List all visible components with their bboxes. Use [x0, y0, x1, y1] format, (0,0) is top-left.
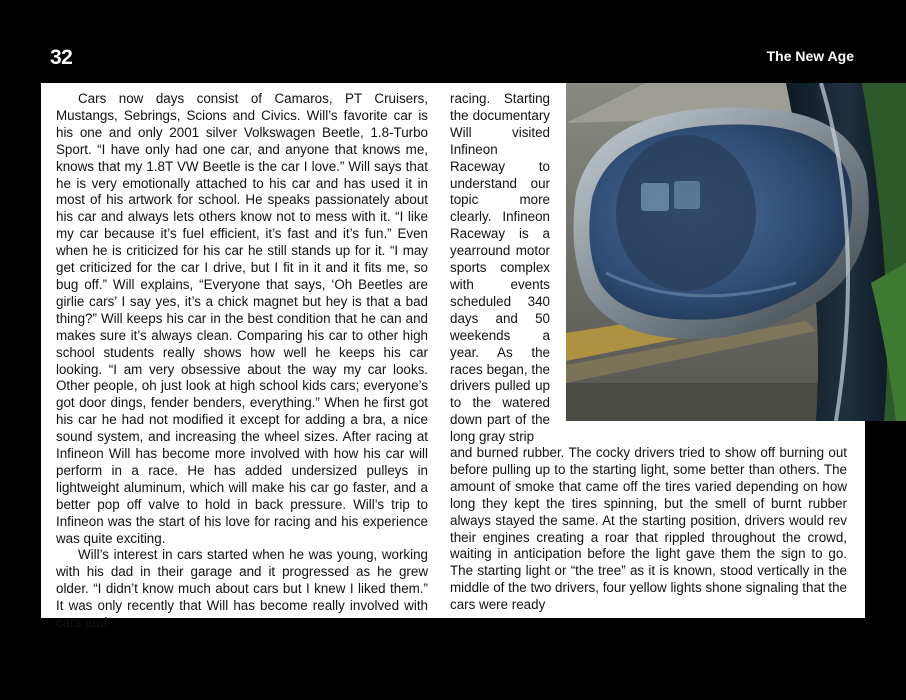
- article-paragraph: Cars now days consist of Camaros, PT Cruisers, Mustangs, Sebrings, Scions and Civics. Will’s favorite car is his one and only 2001 silver Volkswagen Beetle, 1.8-Turbo Sport. “I have only had one car, and anyone that knows me, knows that my 1.8T VW Beetle is the car I love.” Will says that he is very emotionally attached to his car and has used it in most of his artwork for school. He speaks passionately about his car and always lets others know not to mess with it. “I like my car because it’s fuel efficient, it’s fast and it’s fun.” Even when he is criticized for his car he still stands up for it. “I may get criticized for the car I drive, but I fit in it and it fits me, so bug off.” Will explains, “Everyone that says, ‘Oh Beetles are girlie cars’ I say yes, it’s a chick magnet but hey is that a bad thing?” Will keeps his car in the best condition that he can and makes sure it’s always clean. Comparing his car to other high school students really shows how well he keeps his car looking. “I am very obsessive about the way my car looks. Other people, oh just look at high school kids cars; everyone’s got door dings, fender benders, everything.” When he first got his car he had not modified it except for adding a bra, a nice sound system, and increasing the wheel sizes. After racing at Infineon Will has become more involved with how his car will perform in a race. He has added undersized pulleys in lightweight aluminum, which will make his car go faster, and a better pop off valve to hold in back pressure. Will’s trip to Infineon was the start of his love for racing and his experience was quite exciting.: [56, 91, 428, 546]
- article-bottom-column: [450, 445, 847, 614]
- article-left-column: [56, 91, 428, 632]
- article-paragraph: Will’s interest in cars started when he was young, working with his dad in their garage and it progressed as he grew older. “I didn’t know much about cars but I knew I liked them.” It was only recently that Will has become really involved with cars and: [56, 547, 428, 631]
- article-middle-column: [450, 91, 550, 446]
- running-title: The New Age: [766, 48, 854, 64]
- article-paragraph: racing. Starting the documentary Will visited Infineon Raceway to understand our topic more clearly. Infineon Raceway is a yearround motor sports complex with events scheduled 340 days and 50 weekends a year. As the races began, the drivers pulled up to the watered down part of the long gray strip: [450, 91, 550, 445]
- side-mirror-photo: [566, 83, 906, 421]
- article-paragraph: and burned rubber. The cocky drivers tried to show off burning out before pulling up to the starting light, some better than others. The amount of smoke that came off the tires varied depending on how long they kept the tires spinning, but the smell of burnt rubber always stayed the same. At the starting position, drivers would rev their engines creating a roar that rippled throughout the crowd, waiting in anticipation before the light gave them the sign to go. The starting light or “the tree” as it is known, stood vertically in the middle of the two drivers, four yellow lights shone signaling that the cars were ready: [450, 445, 847, 613]
- page-number: 32: [50, 46, 73, 69]
